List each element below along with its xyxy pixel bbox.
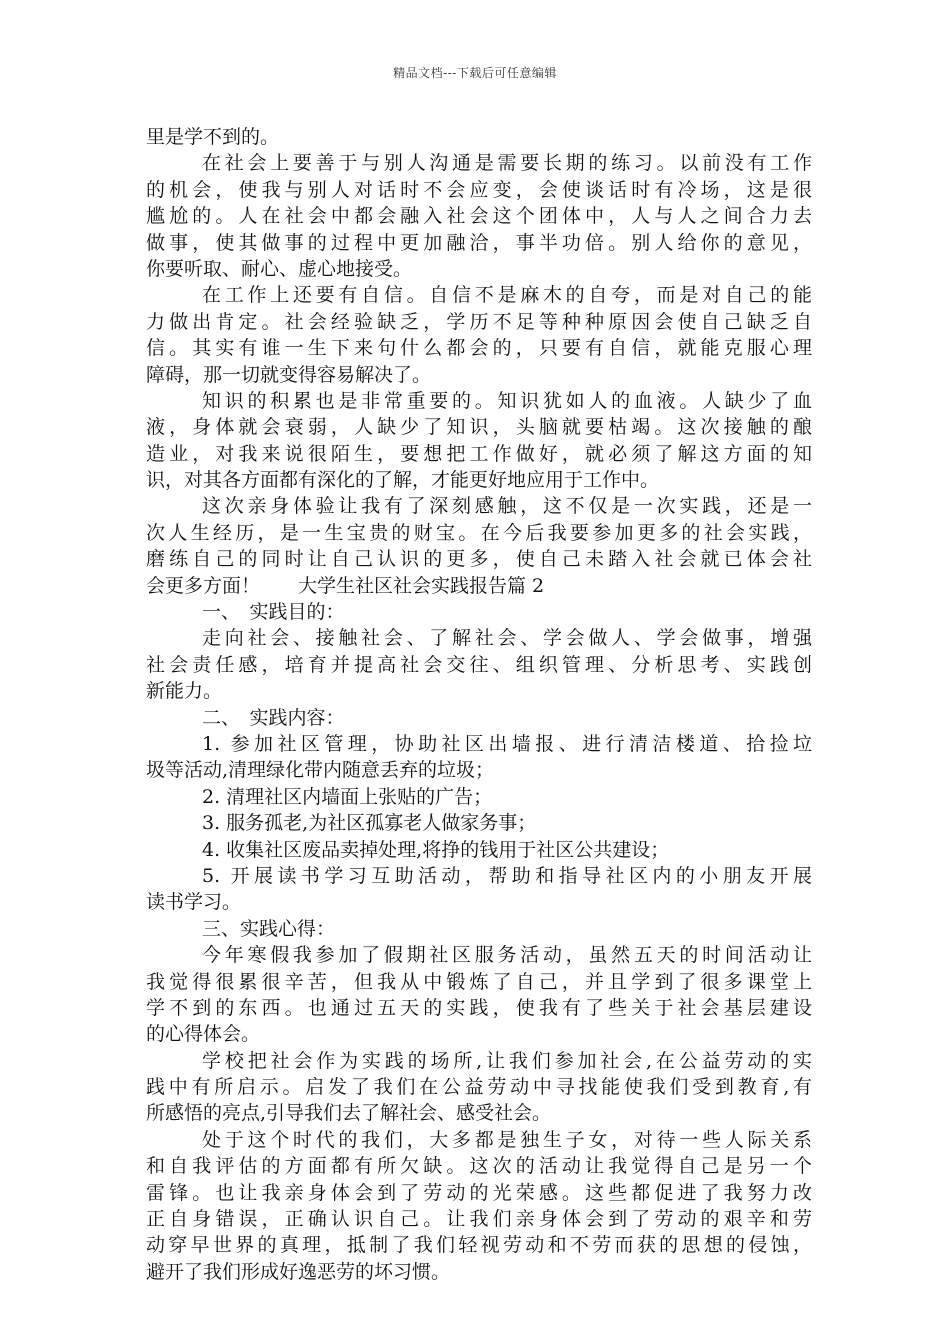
text-line: 在社会上要善于与别人沟通是需要长期的练习。以前没有工作: [202, 152, 812, 175]
text-line: 读书学习。: [146, 891, 242, 914]
text-line: 液，身体就会衰弱，人缺少了知识，头脑就要枯竭。这次接触的酿: [146, 416, 812, 439]
text-line: 力做出肯定。社会经验缺乏，学历不足等种种原因会使自己缺乏自: [146, 310, 812, 333]
text-line: 和自我评估的方面都有所欠缺。这次的活动让我觉得自己是另一个: [146, 1155, 812, 1178]
text-line: 3. 服务孤老,为社区孤寡老人做家务事；: [202, 812, 537, 835]
text-line: 磨练自己的同时让自己认识的更多，使自己未踏入社会就已体会社: [146, 548, 812, 571]
text-line: 里是学不到的。: [146, 126, 280, 148]
text-line: 我觉得很累很辛苦，但我从中锻炼了自己，并且学到了很多课堂上: [146, 970, 812, 993]
text-line: 社会责任感，培育并提高社会交往、组织管理、分析思考、实践创: [146, 653, 812, 676]
text-line: 一、 实践目的：: [202, 601, 345, 624]
text-line: 5. 开展读书学习互助活动，帮助和指导社区内的小朋友开展: [202, 864, 812, 887]
text-line: 今年寒假我参加了假期社区服务活动，虽然五天的时间活动让: [202, 944, 812, 967]
text-line: 走向社会、接触社会、了解社会、学会做人、学会做事，增强: [202, 627, 812, 650]
text-line: 1. 参加社区管理，协助社区出墙报、进行清洁楼道、拾捡垃: [202, 732, 812, 755]
text-line: 造业，对我来说很陌生，要想把工作做好，就必须了解这方面的知: [146, 442, 812, 465]
text-line: 三、实践心得：: [202, 917, 336, 940]
text-line: 处于这个时代的我们，大多都是独生子女，对待一些人际关系: [202, 1128, 812, 1151]
text-line: 所感悟的亮点,引导我们去了解社会、感受社会。: [146, 1102, 552, 1125]
text-line: 正自身错误，正确认识自己。让我们亲身体会到了劳动的艰辛和劳: [146, 1208, 812, 1231]
text-line: 4. 收集社区废品卖掉处理,将挣的钱用于社区公共建设；: [202, 838, 670, 861]
text-line: 学不到的东西。也通过五天的实践，使我有了些关于社会基层建设: [146, 996, 812, 1019]
text-line: 在工作上还要有自信。自信不是麻木的自夸，而是对自己的能: [202, 284, 812, 307]
text-line: 的心得体会。: [146, 1023, 261, 1046]
text-line: 这次亲身体验让我有了深刻感触，这不仅是一次实践，还是一: [202, 495, 812, 518]
text-line: 二、 实践内容：: [202, 706, 345, 729]
text-line: 动穿早世界的真理，抵制了我们轻视劳动和不劳而获的思想的侵蚀，: [146, 1234, 812, 1257]
text-line: 学校把社会作为实践的场所,让我们参加社会,在公益劳动的实: [202, 1049, 812, 1072]
text-line: 雷锋。也让我亲身体会到了劳动的光荣感。这些都促进了我努力改: [146, 1181, 812, 1204]
text-line: 做事，使其做事的过程中更加融洽，事半功倍。别人给你的意见，: [146, 231, 812, 254]
page-header: 精品文档---下载后可任意编辑: [393, 66, 557, 80]
text-line: 你要听取、耐心、虚心地接受。: [146, 257, 413, 280]
text-line: 的机会，使我与别人对话时不会应变，会使谈话时有冷场，这是很: [146, 178, 812, 201]
text-line: 2. 清理社区内墙面上张贴的广告；: [202, 785, 493, 808]
text-line: 信。其实有谁一生下来句什么都会的，只要有自信，就能克服心理: [146, 337, 812, 360]
text-line: 会更多方面！ 大学生社区社会实践报告篇 2: [146, 574, 545, 597]
text-line: 新能力。: [146, 680, 223, 703]
text-line: 圾等活动,清理绿化带内随意丢弃的垃圾；: [146, 759, 495, 782]
text-line: 障碍，那一切就变得容易解决了。: [146, 363, 432, 386]
text-line: 识，对其各方面都有深化的了解，才能更好地应用于工作中。: [146, 469, 660, 492]
text-line: 避开了我们形成好逸恶劳的坏习惯。: [146, 1260, 451, 1283]
text-line: 践中有所启示。启发了我们在公益劳动中寻找能使我们受到教育,有: [146, 1076, 812, 1099]
document-body: [146, 124, 812, 1285]
text-line: 尴尬的。人在社会中都会融入社会这个团体中，人与人之间合力去: [146, 205, 812, 228]
text-line: 知识的积累也是非常重要的。知识犹如人的血液。人缺少了血: [202, 389, 812, 412]
text-line: 次人生经历，是一生宝贵的财宝。在今后我要参加更多的社会实践，: [146, 521, 812, 544]
